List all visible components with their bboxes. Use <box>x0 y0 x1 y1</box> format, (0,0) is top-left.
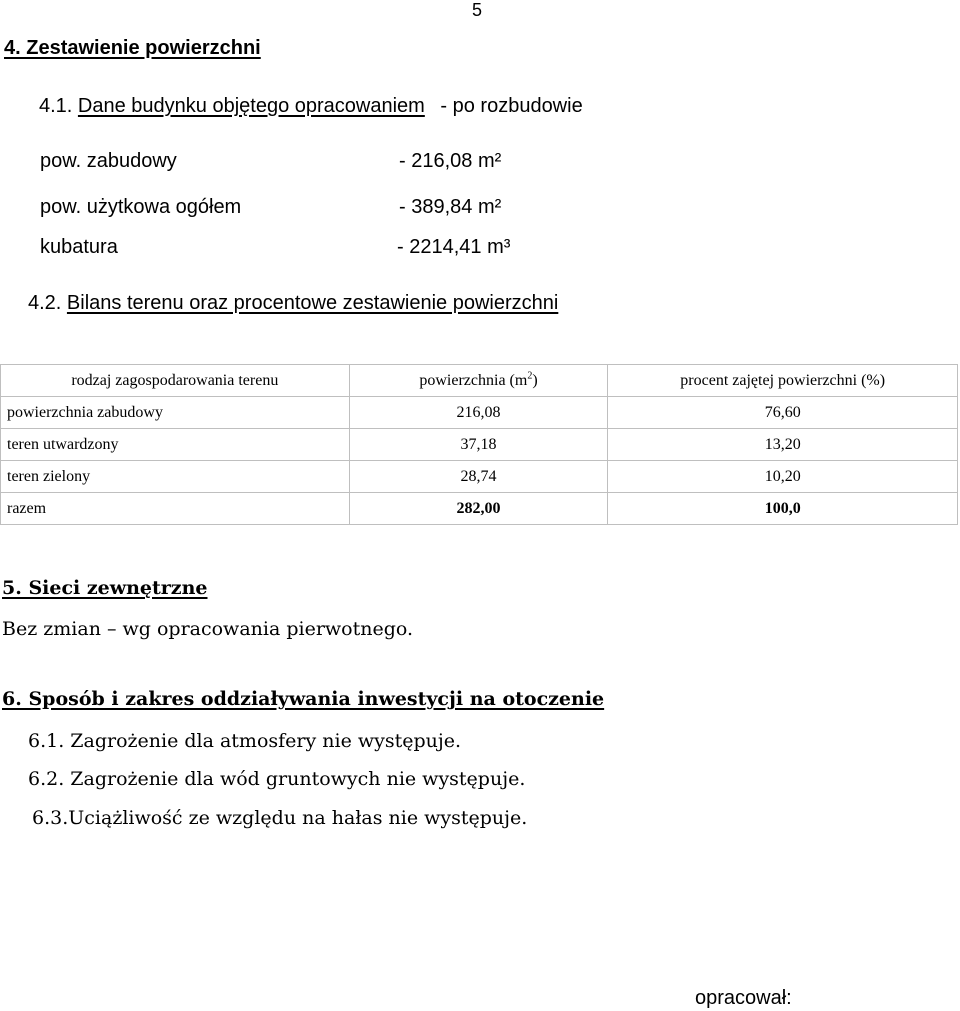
subsection-number: 4.1. <box>39 95 73 117</box>
subsection-4-2-heading <box>28 292 558 315</box>
table-cell-type: teren zielony <box>1 461 350 493</box>
section-6-item: 6.1. Zagrożenie dla atmosfery nie występuje. <box>28 730 462 752</box>
section-5-text: Bez zmian – wg opracowania pierwotnego. <box>2 618 414 640</box>
table-header-cell <box>349 365 608 397</box>
header-superscript: 2 <box>527 370 533 382</box>
table-cell-area: 28,74 <box>349 461 608 493</box>
header-text: ) <box>532 371 538 389</box>
building-row-value: - 216,08 m² <box>399 150 502 172</box>
table-cell-area: 37,18 <box>349 429 608 461</box>
table-cell-percent: 100,0 <box>608 493 958 525</box>
table-header-cell: procent zajętej powierzchni (%) <box>608 365 958 397</box>
building-row-label: pow. użytkowa ogółem <box>40 196 242 218</box>
subsection-title: Dane budynku objętego opracowaniem <box>77 95 425 117</box>
signature-label: opracował: <box>695 987 792 1009</box>
table-cell-percent: 76,60 <box>608 397 958 429</box>
table-header-row <box>1 365 958 397</box>
table-row <box>1 429 958 461</box>
building-row-value: - 2214,41 m³ <box>397 236 511 258</box>
table-cell-area: 216,08 <box>349 397 608 429</box>
table-total-row <box>1 493 958 525</box>
section-6-item: 6.2. Zagrożenie dla wód gruntowych nie występuje. <box>28 768 526 790</box>
subsection-suffix: - po rozbudowie <box>440 95 583 117</box>
building-row-label: kubatura <box>40 236 118 258</box>
subsection-4-1-heading <box>39 95 583 118</box>
subsection-number: 4.2. <box>28 292 62 314</box>
building-row-label: pow. zabudowy <box>40 150 177 172</box>
section-4-heading: 4. Zestawienie powierzchni <box>4 37 261 59</box>
header-text: powierzchnia (m <box>419 371 528 389</box>
table-row <box>1 461 958 493</box>
table-row <box>1 397 958 429</box>
table-cell-percent: 13,20 <box>608 429 958 461</box>
subsection-title: Bilans terenu oraz procentowe zestawienie powierzchni <box>66 292 559 314</box>
page-number: 5 <box>472 0 483 20</box>
building-row-value: - 389,84 m² <box>399 196 502 218</box>
section-5-heading: 5. Sieci zewnętrzne <box>2 577 208 599</box>
table-cell-percent: 10,20 <box>608 461 958 493</box>
table-cell-type: teren utwardzony <box>1 429 350 461</box>
section-6-heading: 6. Sposób i zakres oddziaływania inwestycji na otoczenie <box>2 688 605 710</box>
table-header-cell: rodzaj zagospodarowania terenu <box>1 365 350 397</box>
table-cell-area: 282,00 <box>349 493 608 525</box>
table-cell-type: powierzchnia zabudowy <box>1 397 350 429</box>
section-6-item: 6.3.Uciążliwość ze względu na hałas nie występuje. <box>32 807 528 829</box>
table-cell-type: razem <box>1 493 350 525</box>
land-balance-table <box>0 364 958 525</box>
